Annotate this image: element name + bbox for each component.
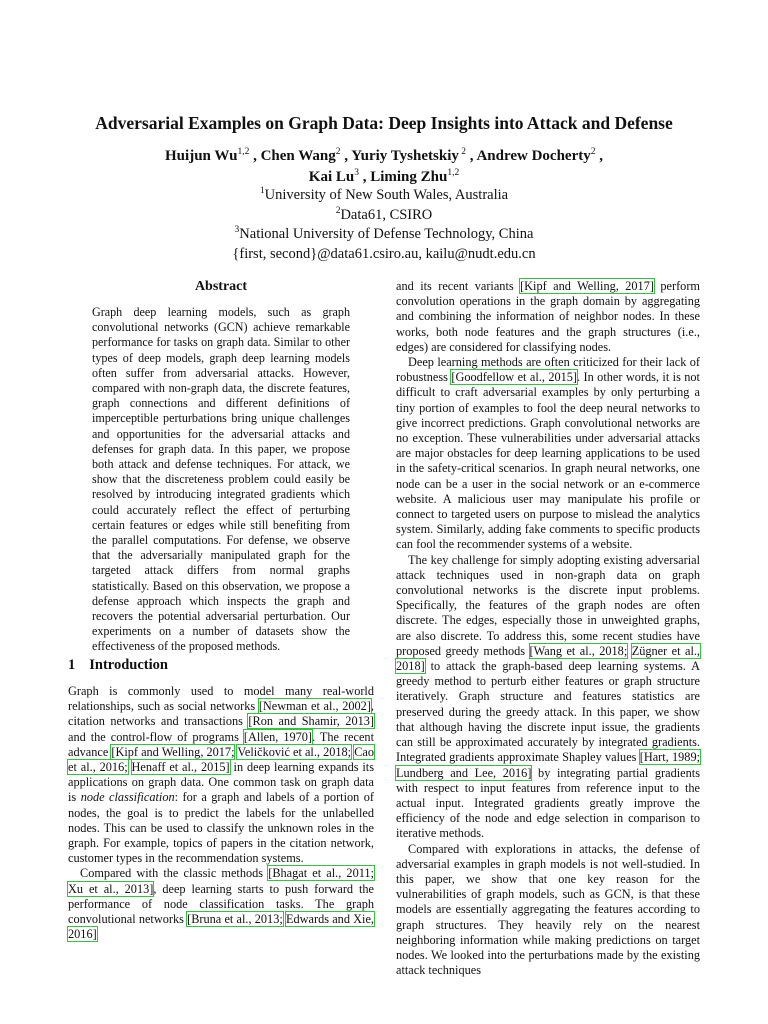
citation-link[interactable]: [Hart, 1989; [639, 750, 701, 765]
section-heading-introduction [68, 657, 168, 674]
citation-link[interactable]: [Wang et al., 2018; [529, 643, 628, 658]
citation-link[interactable]: Henaff et al., 2015] [131, 760, 230, 775]
citation-link[interactable]: Cao et al., 2016; [68, 744, 374, 775]
paragraph: The key challenge for simply adopting existing adversarial attack techniques used in non-graph data on graph convolutional networks is the discrete input problems. Specifically, the features of the graph nodes are often discrete. The edges, especially those in unweighted graphs, are also discrete. To address this, some recent studies have proposed greedy methods [Wang et al., 2018; Zügner et al., 2018] to attack the graph-based deep learning systems. A greedy method to perturb either features or graph structure iteratively. Graph structure and features statistics are preserved during the greedy attack. In this paper, we show that although having the discrete input issue, the gradients can still be approximated accurately by integrated gradients. Integrated gradients approximate Shapley values [Hart, 1989; Lundberg and Lee, 2016] by integrating partial gradients with respect to input features from reference input to the actual input. Integrated gradients greatly improve the efficiency of the node and edge selection in comparison to iterative methods. [396, 552, 701, 841]
section-title: Introduction [89, 657, 168, 673]
paragraph: Deep learning methods are often criticized for their lack of robustness [Goodfellow et al., 2015]. In other words, it is not difficult to craft adversarial examples by only perturbing a tiny portion of examples to fool the deep neural networks to give incorrect predictions. Graph convolutional networks are no exception. These vulnerabilities under adversarial attacks are major obstacles for deep learning applications to be used in the safety-critical scenarios. In graph neural networks, one node can be a user in the social network or an e-commerce website. A malicious user may manipulate his profile or connect to targeted users on purpose to mislead the analytics system. Similarly, adding fake comments to specific products can fool the recommender systems of a website. [396, 355, 700, 552]
paragraph: Compared with the classic methods [Bhagat et al., 2011; Xu et al., 2013], deep learning starts to push forward the performance of node classification tasks. The graph convolutional networks [Bruna et al., 2013; Edwards and Xie, 2016] [68, 866, 375, 942]
affiliations [40, 186, 728, 264]
contact-emails: {first, second}@data61.csiro.au, kailu@nudt.edu.cn [232, 245, 536, 262]
introduction-right-column [396, 279, 700, 978]
citation-link[interactable]: [Bhagat et al., 2011; [268, 866, 374, 881]
author-list [40, 146, 728, 188]
author-line-1 [40, 146, 728, 167]
citation-link[interactable]: Xu et al., 2013] [68, 881, 154, 896]
citation-link[interactable]: [Goodfellow et al., 2015] [451, 370, 578, 385]
introduction-left-column [68, 684, 374, 942]
paragraph: and its recent variants [Kipf and Welling, 2017] perform convolution operations in the graph domain by aggregating and combining the information of neighbor nodes. In these works, both node features and the graph structures (i.e., edges) are considered for classifying nodes. [396, 279, 700, 354]
citation-link[interactable]: [Kipf and Welling, 2017] [520, 279, 654, 293]
citation-link[interactable]: [Ron and Shamir, 2013] [248, 714, 374, 729]
citation-link[interactable]: [Bruna et al., 2013; [187, 912, 283, 927]
affiliation: $^1$University of New South Wales, Australia [259, 186, 509, 203]
author-line-2 [40, 167, 728, 188]
affiliation: $^3$National University of Defense Technology, China [234, 225, 534, 242]
author: Yuriy Tyshetskiy $^2$ , [351, 147, 477, 164]
author: Liming Zhu$^{1,2}$ [370, 168, 460, 185]
citation-link[interactable]: [Kipf and Welling, 2017; [111, 744, 235, 759]
abstract-heading: Abstract [194, 279, 248, 294]
citation-link[interactable]: [Newman et al., 2002] [258, 699, 371, 714]
citation-link[interactable]: [Allen, 1970] [243, 729, 313, 744]
section-number: 1 [68, 657, 76, 673]
citation-link[interactable]: Veličković et al., 2018; [237, 744, 352, 759]
author: Kai Lu$^3$ , [308, 168, 371, 185]
citation-link[interactable]: Lundberg and Lee, 2016] [396, 765, 532, 780]
citation-link[interactable]: Zügner et al., 2018] [396, 643, 701, 674]
paper-title: Adversarial Examples on Graph Data: Deep Insights into Attack and Defense [95, 113, 673, 133]
affiliation: $^2$Data61, CSIRO [335, 205, 433, 223]
citation-link[interactable]: Edwards and Xie, 2016] [68, 912, 374, 942]
author: Huijun Wu$^{1,2}$ , [165, 147, 261, 164]
paragraph: Compared with explorations in attacks, the defense of adversarial examples in graph models is not well-studied. In this paper, we show that one key reason for the vulnerabilities of graph models, such as GCN, is that these models are essentially aggregating the features according to graph structures. They heavily rely on the nearest neighboring information while making predictions on target nodes. We looked into the perturbations made by the existing attack techniques [396, 841, 700, 978]
author: Chen Wang$^2$ , [260, 147, 352, 164]
paragraph: Graph is commonly used to model many real-world relationships, such as social networks [Newman et al., 2002], citation networks and transactions [Ron and Shamir, 2013] and the control-flow of programs [Allen, 1970]. The recent advance [Kipf and Welling, 2017; Veličković et al., 2018; Cao et al., 2016; Henaff et al., 2015] in deep learning expands its applications on graph data. One common task on graph data is node classification: for a graph and labels of a portion of nodes, the goal is to predict the labels for the unlabelled nodes. This can be used to classify the unknown roles in the graph. For example, topics of papers in the citation network, customer types in the recommendation systems. [68, 684, 375, 866]
abstract-body: Graph deep learning models, such as graph convolutional networks (GCN) achieve remarkable performance for tasks on graph data. Similar to other types of deep models, graph deep learning models often suffer from adversarial attacks. However, compared with non-graph data, the discrete features, graph connections and different definitions of imperceptible perturbations bring unique challenges and opportunities for the adversarial attacks and defenses for graph data. In this paper, we propose both attack and defense techniques. For attack, we show that the discreteness problem could easily be resolved by introducing integrated gradients which could accurately reflect the effect of perturbing certain features or edges while still benefiting from the parallel computations. For defense, we observe that the adversarially manipulated graph for the targeted attack differs from normal graphs statistically. Based on this observation, we propose a defense approach which inspects the graph and recovers the potential adversarial perturbation. Our experiments on a number of datasets show the effectiveness of the proposed methods. [92, 305, 350, 654]
author: Andrew Docherty$^2$ , [476, 147, 603, 164]
